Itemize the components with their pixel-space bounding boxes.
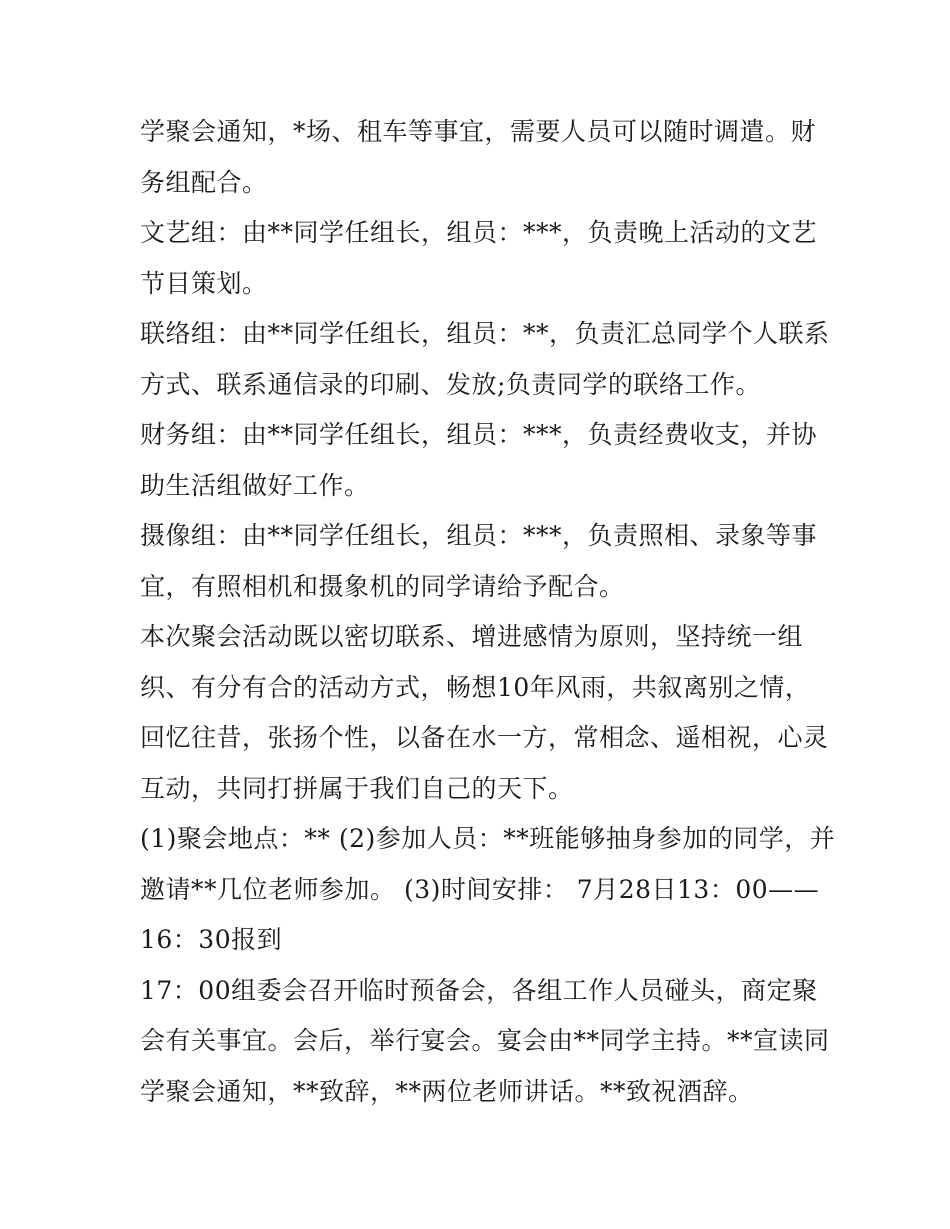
text-line: (1)聚会地点：** (2)参加人员：**班能够抽身参加的同学，并 [140,824,836,853]
text-line: 本次聚会活动既以密切联系、增进感情为原则，坚持统一组 [140,622,804,651]
text-line: 17：00组委会召开临时预备会，各组工作人员碰头，商定聚 [140,975,818,1005]
text-line: 财务组：由**同学任组长，组员：***，负责经费收支，并协 [140,420,818,449]
text-line: 学聚会通知，*场、租车等事宜，需要人员可以随时调遣。财 [140,117,817,146]
text-line: 文艺组：由**同学任组长，组员：***，负责晚上活动的文艺 [140,218,818,247]
text-line: 回忆往昔，张扬个性，以备在水一方，常相念、遥相祝，心灵 [140,723,829,752]
text-line: 学聚会通知，**致辞，**两位老师讲话。**致祝酒辞。 [140,1076,754,1106]
text-line: 节目策划。 [140,268,268,298]
document-body [140,107,836,1117]
text-line: 16：30报到 [140,925,283,954]
text-line: 方式、联系通信录的印刷、发放;负责同学的联络工作。 [140,369,761,399]
text-line: 宜，有照相机和摄象机的同学请给予配合。 [140,571,625,601]
text-line: 邀请**几位老师参加。 (3)时间安排： 7月28日13：00—— [140,874,820,904]
text-line: 会有关事宜。会后，举行宴会。宴会由**同学主持。**宣读同 [140,1026,830,1055]
text-line: 织、有分有合的活动方式，畅想10年风雨，共叙离别之情， [140,672,811,702]
text-line: 务组配合。 [140,167,268,197]
text-line: 联络组：由**同学任组长，组员：**，负责汇总同学个人联系 [140,319,830,348]
text-line: 互动，共同打拼属于我们自己的天下。 [140,773,574,803]
text-line: 助生活组做好工作。 [140,470,370,500]
text-line: 摄像组：由**同学任组长，组员：***，负责照相、录象等事 [140,521,818,550]
